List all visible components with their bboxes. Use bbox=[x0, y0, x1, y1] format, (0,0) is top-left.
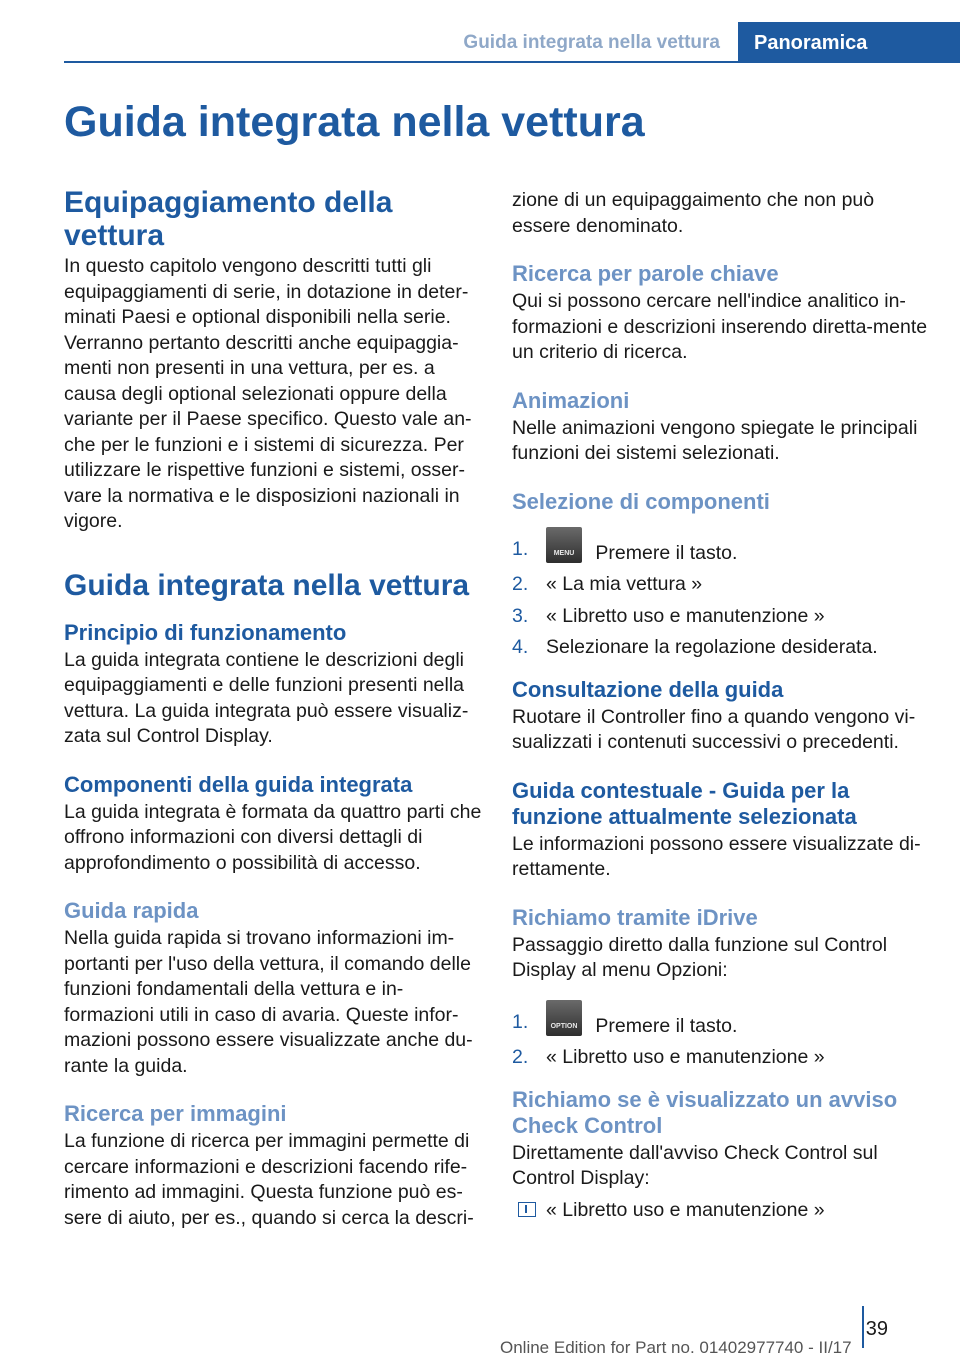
paragraph-idrive: Passaggio diretto dalla funzione sul Control Display al menu Opzioni: bbox=[512, 933, 888, 981]
section-title-guida: Guida integrata nella vettura bbox=[64, 568, 470, 602]
list-item bbox=[512, 1010, 930, 1040]
section-title-equipaggiamento: Equipaggiamento della vettura bbox=[64, 186, 393, 252]
steps-selezione bbox=[512, 537, 930, 661]
step-number: 4. bbox=[512, 636, 529, 658]
key-label: MENU bbox=[553, 549, 575, 557]
step-number: 1. bbox=[512, 537, 529, 560]
paragraph-parole: Qui si possono cercare nell'indice analitico in-formazioni e descrizioni inserendo diretta-mente un criterio di ricerca. bbox=[512, 290, 928, 363]
header-tab: Panoramica bbox=[738, 22, 960, 63]
check-item-text: « Libretto uso e manutenzione » bbox=[546, 1198, 825, 1221]
header-section-title: Guida integrata nella vettura bbox=[463, 32, 720, 53]
list-item bbox=[512, 1198, 930, 1224]
list-item bbox=[512, 572, 930, 598]
paragraph-principio: La guida integrata contiene le descrizioni degli equipaggiamenti e delle funzioni presenti nella vettura. La guida integrata può essere visualiz-zata sul Control Display. bbox=[64, 648, 469, 747]
step-text: Selezionare la regolazione desiderata. bbox=[546, 636, 878, 658]
step-text: Premere il tasto. bbox=[595, 1014, 738, 1037]
paragraph-consultazione: Ruotare il Controller fino a quando vengono vi-sualizzati i contenuti successivi o precedenti. bbox=[512, 705, 916, 753]
list-item bbox=[512, 537, 930, 567]
keypad-button-icon bbox=[546, 1000, 582, 1036]
step-text: « Libretto uso e manutenzione » bbox=[546, 604, 825, 627]
step-number: 3. bbox=[512, 604, 529, 627]
step-number: 2. bbox=[512, 573, 529, 595]
list-item bbox=[512, 635, 930, 661]
subtitle-principio: Principio di funzionamento bbox=[64, 619, 347, 645]
step-text: « Libretto uso e manutenzione » bbox=[546, 1046, 825, 1068]
subtitle-animazioni: Animazioni bbox=[512, 387, 630, 413]
list-item bbox=[512, 604, 930, 630]
paragraph-animazioni: Nelle animazioni vengono spiegate le principali funzioni dei sistemi selezionati. bbox=[512, 416, 918, 464]
paragraph-equipaggiamento: In questo capitolo vengono descritti tutti gli equipaggiamenti di serie, in dotazione in deter-minati Paesi e optional disponibili nella serie. Verranno pertanto descritti anche equipaggia-menti non presenti in una vettura, per es. a causa degli optional selezionati oppure della variante per il Paese specifico. Questo vale an-che per le funzioni e i sistemi di sicurezza. Per utilizzare le rispettive funzioni e sistemi, osser-vare la normativa e le disposizioni nazionali in vigore. bbox=[64, 255, 472, 532]
subtitle-parole: Ricerca per parole chiave bbox=[512, 261, 779, 286]
subtitle-contestuale: Guida contestuale - Guida per la funzione attualmente selezionata bbox=[512, 777, 857, 829]
right-column bbox=[512, 188, 930, 1223]
list-item bbox=[512, 1045, 930, 1071]
paragraph-contestuale: Le informazioni possono essere visualizzate di-rettamente. bbox=[512, 832, 921, 880]
page-number: 39 bbox=[865, 1318, 888, 1340]
book-icon bbox=[518, 1202, 536, 1217]
steps-idrive bbox=[512, 1010, 930, 1071]
step-text: « La mia vettura » bbox=[546, 573, 703, 595]
left-column bbox=[64, 186, 482, 1231]
paragraph-rapida: Nella guida rapida si trovano informazioni im-portanti per l'uso della vettura, il comando delle funzioni fondamentali della vettura e in-formazioni utili in caso di avaria. Queste infor-mazioni possono essere visualizzate anche du-rante la guida. bbox=[64, 927, 473, 1077]
subtitle-consultazione: Consultazione della guida bbox=[512, 676, 784, 702]
paragraph-componenti: La guida integrata è formata da quattro parti che offrono informazioni con diversi dettagli di approfondimento o possibilità di accesso. bbox=[64, 800, 482, 874]
subtitle-immagini: Ricerca per immagini bbox=[64, 1101, 287, 1126]
subtitle-idrive: Richiamo tramite iDrive bbox=[512, 904, 758, 930]
header-rule bbox=[64, 61, 960, 63]
step-number: 1. bbox=[512, 1010, 529, 1033]
paragraph-immagini: La funzione di ricerca per immagini permette di cercare informazioni e descrizioni facendo rife-rimento ad immagini. Questa funzione può es-sere di aiuto, per es., quando si cerca la descri- bbox=[64, 1130, 474, 1229]
step-text: Premere il tasto. bbox=[595, 541, 738, 564]
subtitle-check-control: Richiamo se è visualizzato un avviso Check Control bbox=[512, 1086, 898, 1138]
key-label: OPTION bbox=[550, 1022, 578, 1030]
subtitle-selezione: Selezione di componenti bbox=[512, 488, 770, 514]
keypad-button-icon bbox=[546, 527, 582, 563]
paragraph-check-control: Direttamente dall'avviso Check Control sul Control Display: bbox=[512, 1141, 878, 1189]
page-title: Guida integrata nella vettura bbox=[64, 98, 645, 146]
paragraph-continuation: zione di un equipaggaimento che non può essere denominato. bbox=[512, 189, 875, 237]
subtitle-rapida: Guida rapida bbox=[64, 898, 199, 923]
subtitle-componenti: Componenti della guida integrata bbox=[64, 771, 413, 797]
footer-rule bbox=[862, 1306, 864, 1348]
edition-note: Online Edition for Part no. 01402977740 - II/17 bbox=[500, 1338, 852, 1357]
step-number: 2. bbox=[512, 1046, 529, 1068]
